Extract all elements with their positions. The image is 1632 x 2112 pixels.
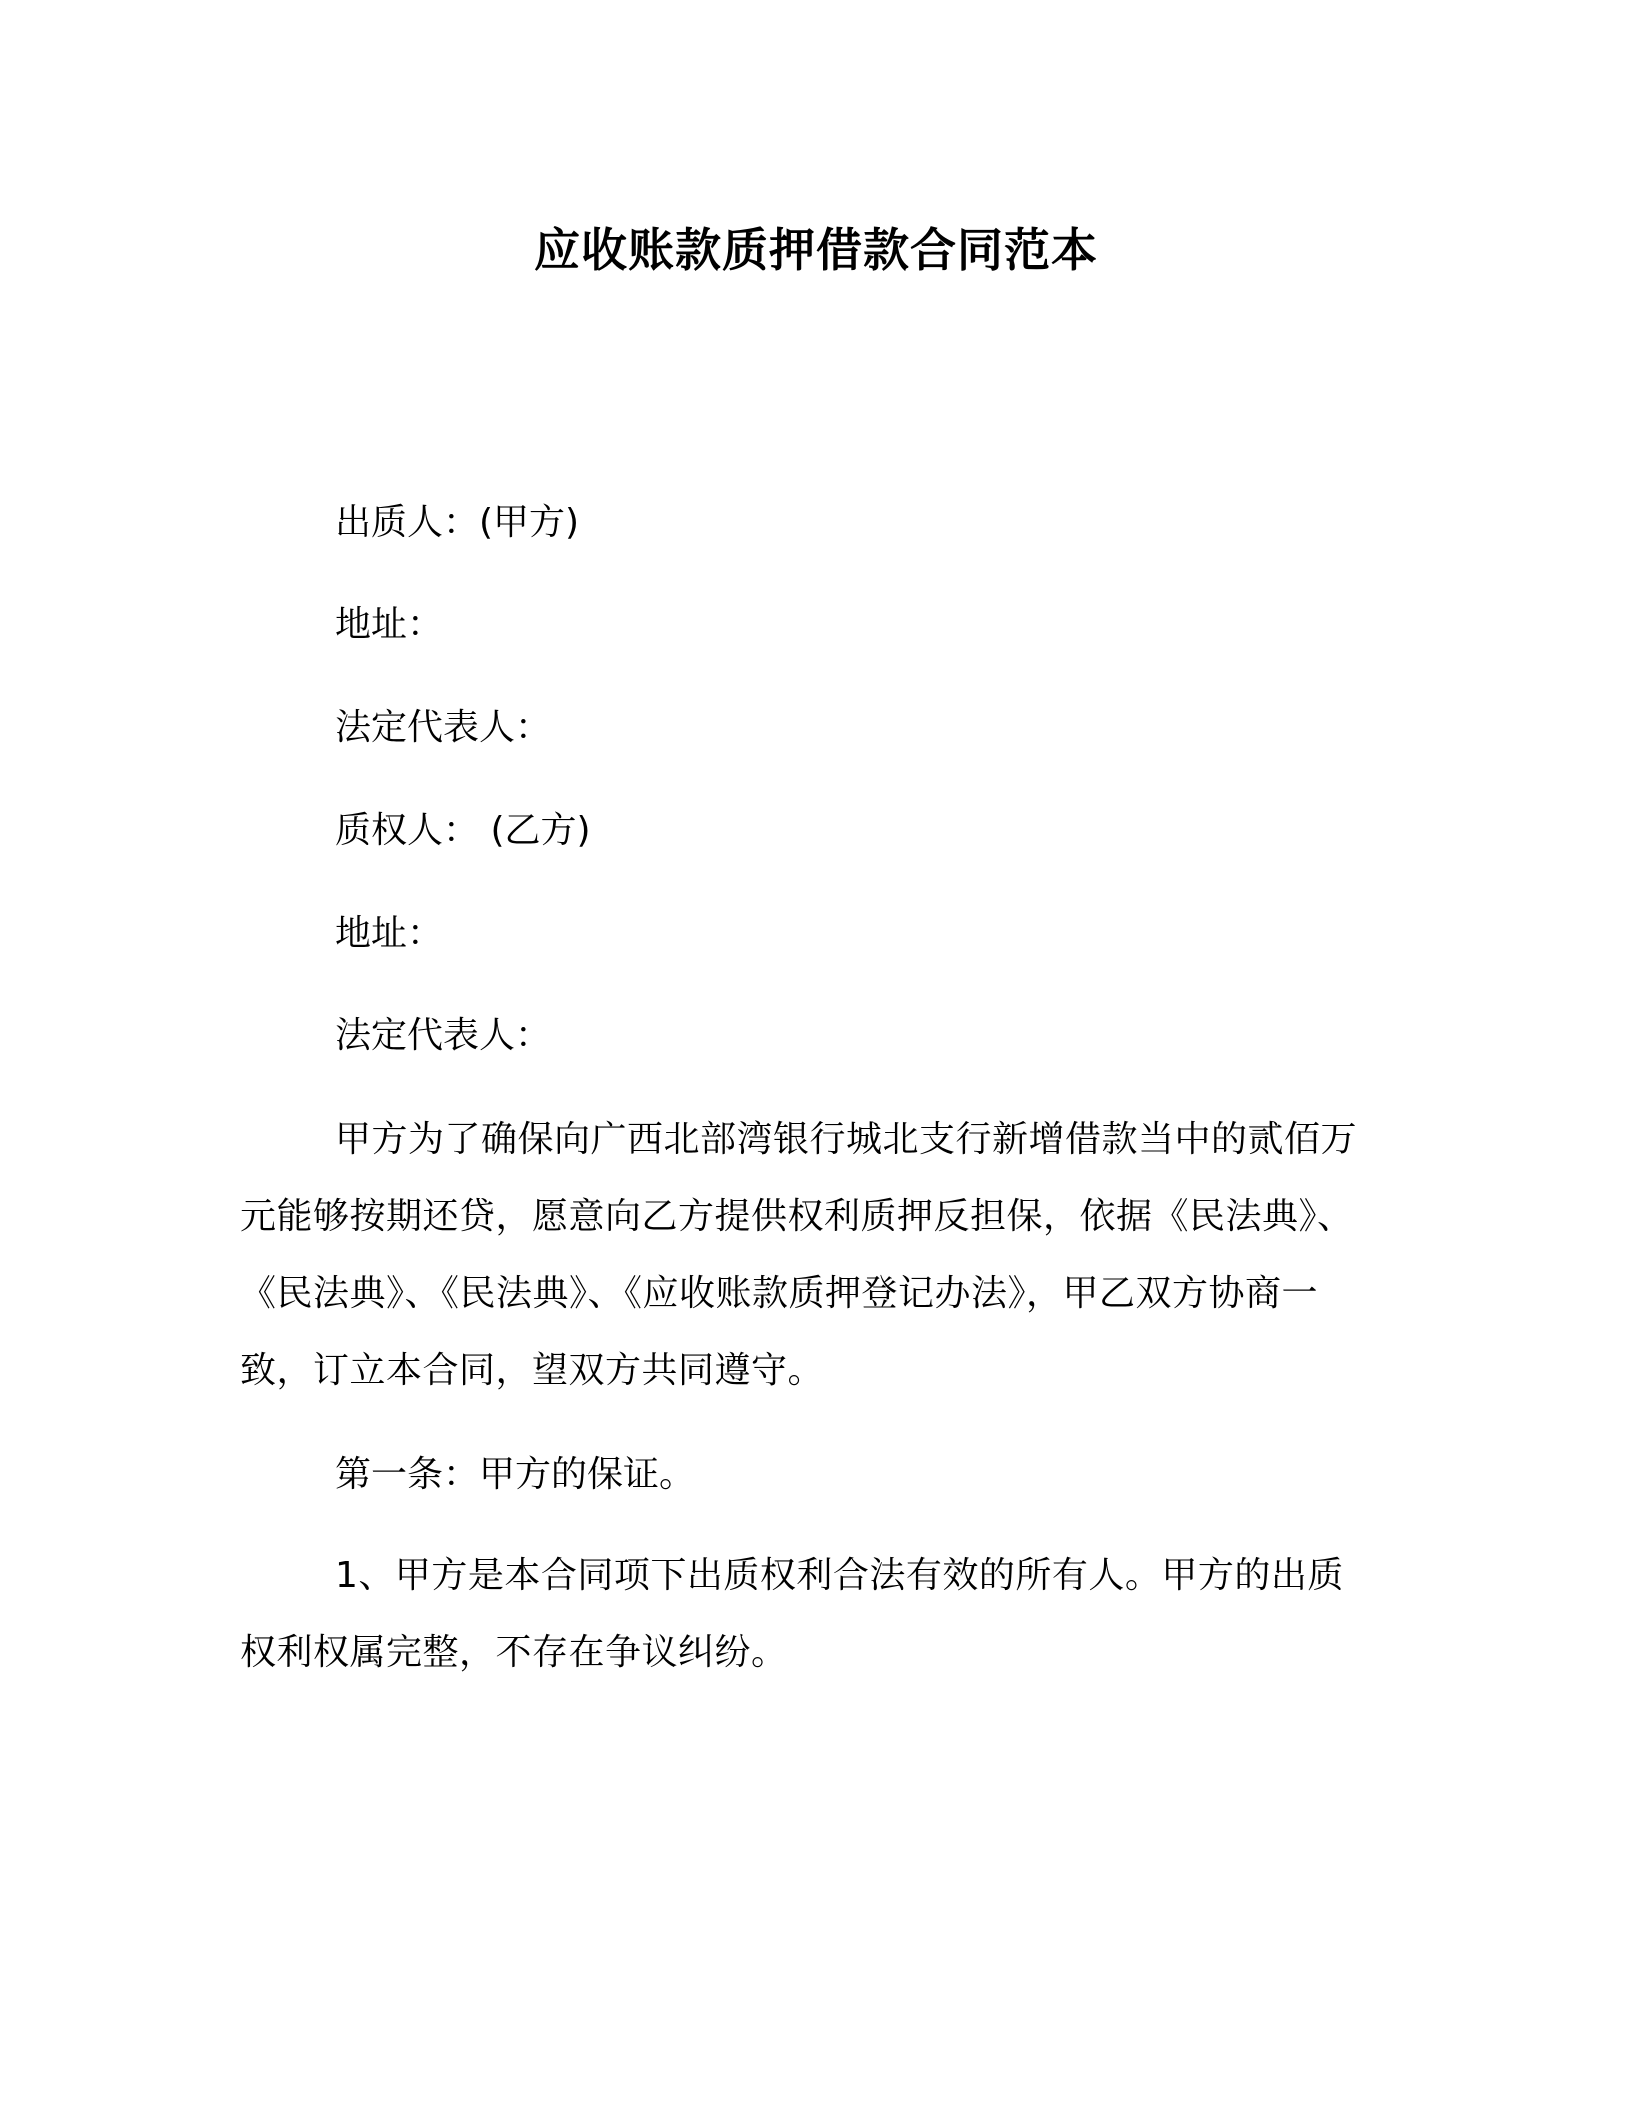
preamble-paragraph: 甲方为了确保向广西北部湾银行城北支行新增借款当中的贰佰万元能够按期还贷，愿意向乙方提供权利质押反担保，依据《民法典》、《民法典》、《民法典》、《应收账款质押登记办法》，甲乙双方协商一致，订立本合同，望双方共同遵守。 bbox=[240, 1119, 1358, 1391]
pledgee-address: 地址： bbox=[335, 913, 444, 954]
pledgee-label: 质权人： (乙方) bbox=[335, 810, 591, 851]
article1-heading: 第一条：甲方的保证。 bbox=[335, 1454, 696, 1495]
pledgor-label: 出质人：(甲方) bbox=[335, 502, 580, 543]
pledgor-representative: 法定代表人： bbox=[335, 707, 552, 748]
pledgee-representative: 法定代表人： bbox=[335, 1015, 552, 1056]
article1-item1: 1、甲方是本合同项下出质权利合法有效的所有人。甲方的出质权利权属完整，不存在争议纠纷。 bbox=[240, 1555, 1344, 1673]
document-title: 应收账款质押借款合同范本 bbox=[534, 223, 1098, 277]
pledgor-address: 地址： bbox=[335, 604, 444, 645]
